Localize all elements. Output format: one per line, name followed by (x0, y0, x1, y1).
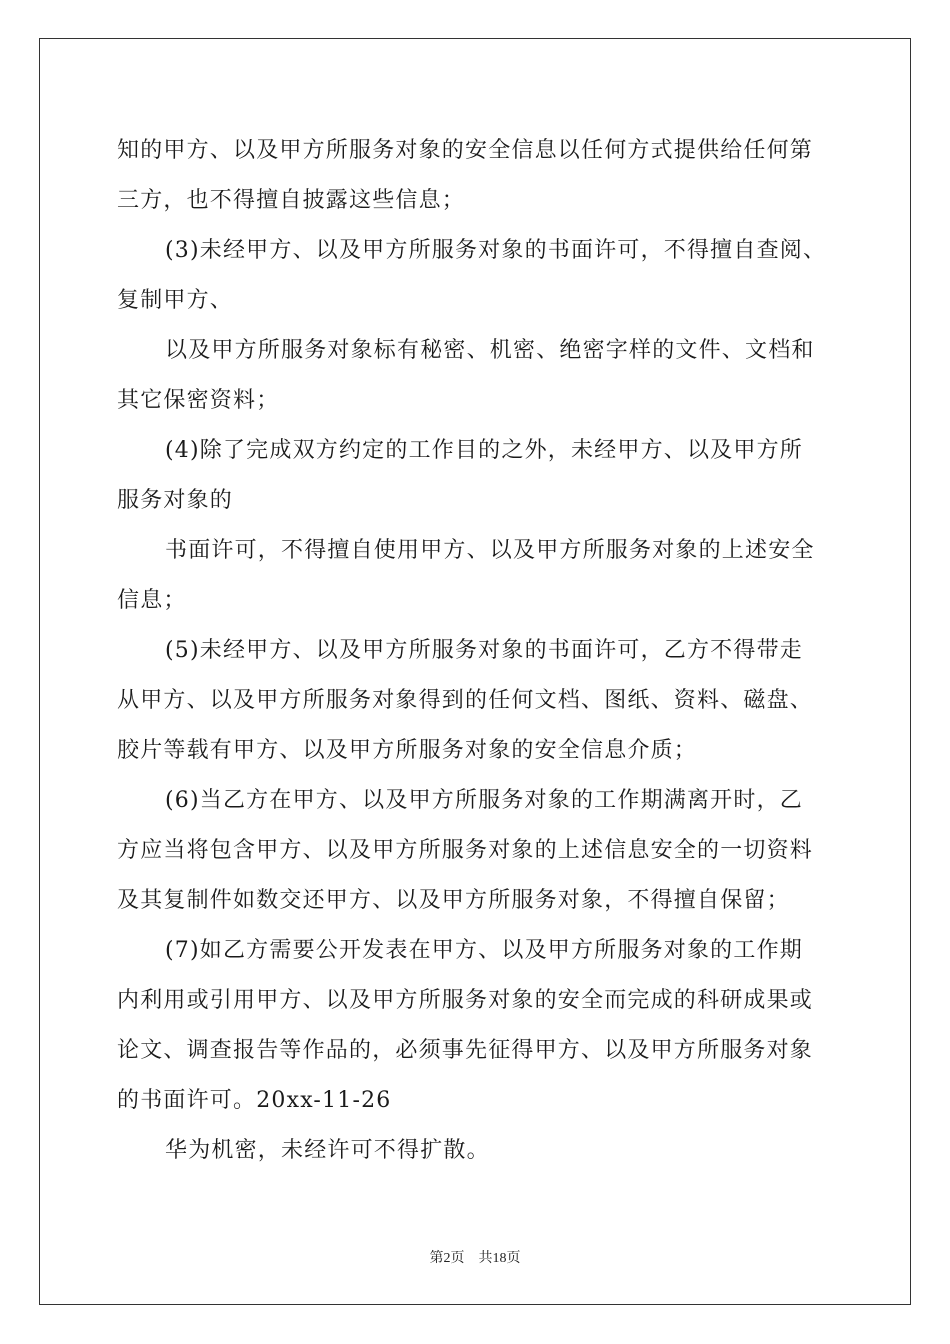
text-line: 的书面许可。20xx-11-26 (117, 1088, 392, 1113)
text-line: 及其复制件如数交还甲方、以及甲方所服务对象，不得擅自保留； (117, 888, 790, 913)
text-line: 服务对象的 (117, 488, 234, 513)
text-line: 信息； (117, 588, 187, 613)
text-line: 复制甲方、 (117, 288, 234, 313)
text-line: (4)除了完成双方约定的工作目的之外，未经甲方、以及甲方所 (165, 438, 803, 463)
text-line: (7)如乙方需要公开发表在甲方、以及甲方所服务对象的工作期 (165, 938, 803, 963)
text-line: 从甲方、以及甲方所服务对象得到的任何文档、图纸、资料、磁盘、 (117, 688, 814, 713)
text-line: 三方，也不得擅自披露这些信息； (117, 188, 466, 213)
text-line: (6)当乙方在甲方、以及甲方所服务对象的工作期满离开时，乙 (165, 788, 803, 813)
text-line: 方应当将包含甲方、以及甲方所服务对象的上述信息安全的一切资料 (117, 838, 814, 863)
text-line: 胶片等载有甲方、以及甲方所服务对象的安全信息介质； (117, 738, 698, 763)
text-line: (3)未经甲方、以及甲方所服务对象的书面许可，不得擅自查阅、 (165, 238, 827, 263)
text-line: 内利用或引用甲方、以及甲方所服务对象的安全而完成的科研成果或 (117, 988, 814, 1013)
text-line: 论文、调查报告等作品的，必须事先征得甲方、以及甲方所服务对象 (117, 1038, 814, 1063)
page-footer: 第2页 共18页 (429, 1251, 521, 1266)
text-line: 以及甲方所服务对象标有秘密、机密、绝密字样的文件、文档和 (165, 338, 815, 363)
text-line: 知的甲方、以及甲方所服务对象的安全信息以任何方式提供给任何第 (117, 138, 814, 163)
text-line: (5)未经甲方、以及甲方所服务对象的书面许可，乙方不得带走 (165, 638, 803, 663)
text-line: 华为机密，未经许可不得扩散。 (165, 1138, 490, 1163)
document-body (117, 126, 837, 1176)
text-line: 其它保密资料； (117, 388, 280, 413)
text-line: 书面许可，不得擅自使用甲方、以及甲方所服务对象的上述安全 (165, 538, 815, 563)
